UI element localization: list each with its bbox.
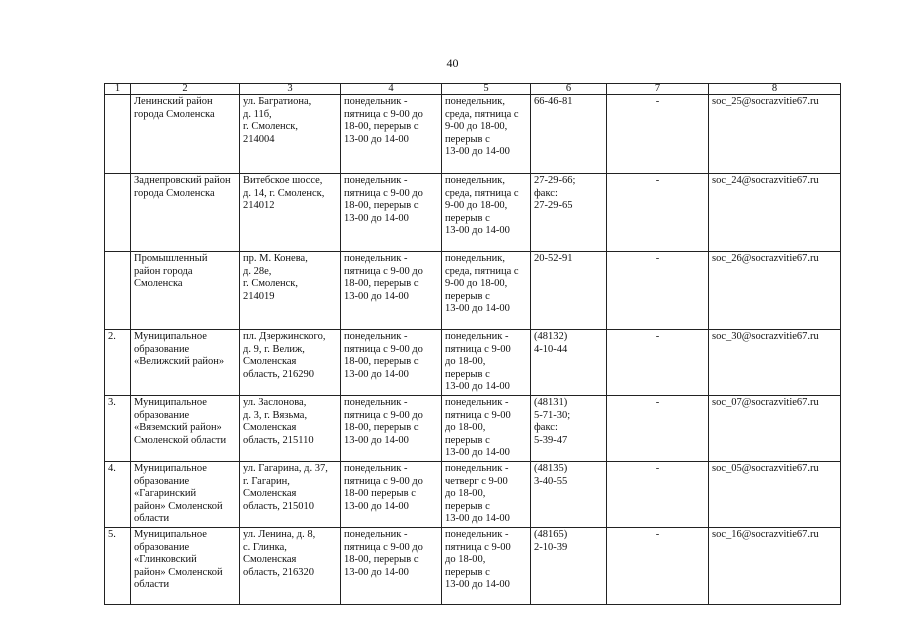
- email-cell: soc_30@socrazvitie67.ru: [709, 330, 841, 396]
- row-number-cell: 2.: [105, 330, 131, 396]
- row-number-cell: [105, 95, 131, 174]
- column-7-cell: -: [607, 252, 709, 330]
- address-cell: ул. Ленина, д. 8, с. Глинка, Смоленская область, 216320: [240, 527, 341, 604]
- reception-hours-cell: понедельник, среда, пятница с 9-00 до 18-00, перерыв с 13-00 до 14-00: [442, 95, 531, 174]
- reception-hours-cell: понедельник - четверг с 9-00 до 18-00, перерыв с 13-00 до 14-00: [442, 461, 531, 527]
- header-cell: 4: [341, 84, 442, 95]
- phone-cell: (48131) 5-71-30; факс: 5-39-47: [531, 395, 607, 461]
- name-cell: Ленинский район города Смоленска: [131, 95, 240, 174]
- header-cell: 8: [709, 84, 841, 95]
- row-number-cell: [105, 174, 131, 252]
- column-7-cell: -: [607, 95, 709, 174]
- hours-cell: понедельник - пятница с 9-00 до 18-00 перерыв с 13-00 до 14-00: [341, 461, 442, 527]
- address-cell: пр. М. Конева, д. 28е, г. Смоленск, 214019: [240, 252, 341, 330]
- name-cell: Муниципальное образование «Велижский район»: [131, 330, 240, 396]
- name-cell: Заднепровский район города Смоленска: [131, 174, 240, 252]
- email-cell: soc_05@socrazvitie67.ru: [709, 461, 841, 527]
- hours-cell: понедельник - пятница с 9-00 до 18-00, перерыв с 13-00 до 14-00: [341, 95, 442, 174]
- address-cell: Витебское шоссе, д. 14, г. Смоленск, 214012: [240, 174, 341, 252]
- hours-cell: понедельник - пятница с 9-00 до 18-00, перерыв с 13-00 до 14-00: [341, 527, 442, 604]
- phone-cell: (48132) 4-10-44: [531, 330, 607, 396]
- column-7-cell: -: [607, 461, 709, 527]
- table-row: [105, 330, 841, 396]
- email-cell: soc_25@socrazvitie67.ru: [709, 95, 841, 174]
- phone-cell: 66-46-81: [531, 95, 607, 174]
- row-number-cell: [105, 252, 131, 330]
- hours-cell: понедельник - пятница с 9-00 до 18-00, перерыв с 13-00 до 14-00: [341, 252, 442, 330]
- hours-cell: понедельник - пятница с 9-00 до 18-00, перерыв с 13-00 до 14-00: [341, 395, 442, 461]
- page-number: 40: [446, 56, 459, 70]
- name-cell: Муниципальное образование «Вяземский район» Смоленской области: [131, 395, 240, 461]
- hours-cell: понедельник - пятница с 9-00 до 18-00, перерыв с 13-00 до 14-00: [341, 330, 442, 396]
- column-7-cell: -: [607, 174, 709, 252]
- table-row: [105, 395, 841, 461]
- header-cell: 1: [105, 84, 131, 95]
- header-row: [105, 84, 841, 95]
- column-7-cell: -: [607, 330, 709, 396]
- table-row: [105, 461, 841, 527]
- row-number-cell: 3.: [105, 395, 131, 461]
- reception-hours-cell: понедельник, среда, пятница с 9-00 до 18-00, перерыв с 13-00 до 14-00: [442, 174, 531, 252]
- table-row: [105, 95, 841, 174]
- row-number-cell: 5.: [105, 527, 131, 604]
- table-row: [105, 174, 841, 252]
- name-cell: Муниципальное образование «Глинковский район» Смоленской области: [131, 527, 240, 604]
- column-7-cell: -: [607, 527, 709, 604]
- reception-hours-cell: понедельник - пятница с 9-00 до 18-00, перерыв с 13-00 до 14-00: [442, 395, 531, 461]
- table-row: [105, 527, 841, 604]
- address-cell: ул. Багратиона, д. 11б, г. Смоленск, 214004: [240, 95, 341, 174]
- reception-hours-cell: понедельник, среда, пятница с 9-00 до 18-00, перерыв с 13-00 до 14-00: [442, 252, 531, 330]
- name-cell: Муниципальное образование «Гагаринский район» Смоленской области: [131, 461, 240, 527]
- header-cell: 7: [607, 84, 709, 95]
- header-cell: 2: [131, 84, 240, 95]
- header-cell: 5: [442, 84, 531, 95]
- reception-hours-cell: понедельник - пятница с 9-00 до 18-00, перерыв с 13-00 до 14-00: [442, 330, 531, 396]
- header-cell: 6: [531, 84, 607, 95]
- phone-cell: (48135) 3-40-55: [531, 461, 607, 527]
- email-cell: soc_26@socrazvitie67.ru: [709, 252, 841, 330]
- email-cell: soc_24@socrazvitie67.ru: [709, 174, 841, 252]
- email-cell: soc_07@socrazvitie67.ru: [709, 395, 841, 461]
- email-cell: soc_16@socrazvitie67.ru: [709, 527, 841, 604]
- phone-cell: (48165) 2-10-39: [531, 527, 607, 604]
- address-cell: пл. Дзержинского, д. 9, г. Велиж, Смоленская область, 216290: [240, 330, 341, 396]
- reception-hours-cell: понедельник - пятница с 9-00 до 18-00, перерыв с 13-00 до 14-00: [442, 527, 531, 604]
- table-row: [105, 252, 841, 330]
- offices-table: [104, 83, 841, 605]
- address-cell: ул. Заслонова, д. 3, г. Вязьма, Смоленская область, 215110: [240, 395, 341, 461]
- header-cell: 3: [240, 84, 341, 95]
- phone-cell: 20-52-91: [531, 252, 607, 330]
- name-cell: Промышленный район города Смоленска: [131, 252, 240, 330]
- address-cell: ул. Гагарина, д. 37, г. Гагарин, Смоленская область, 215010: [240, 461, 341, 527]
- phone-cell: 27-29-66; факс: 27-29-65: [531, 174, 607, 252]
- column-7-cell: -: [607, 395, 709, 461]
- hours-cell: понедельник - пятница с 9-00 до 18-00, перерыв с 13-00 до 14-00: [341, 174, 442, 252]
- row-number-cell: 4.: [105, 461, 131, 527]
